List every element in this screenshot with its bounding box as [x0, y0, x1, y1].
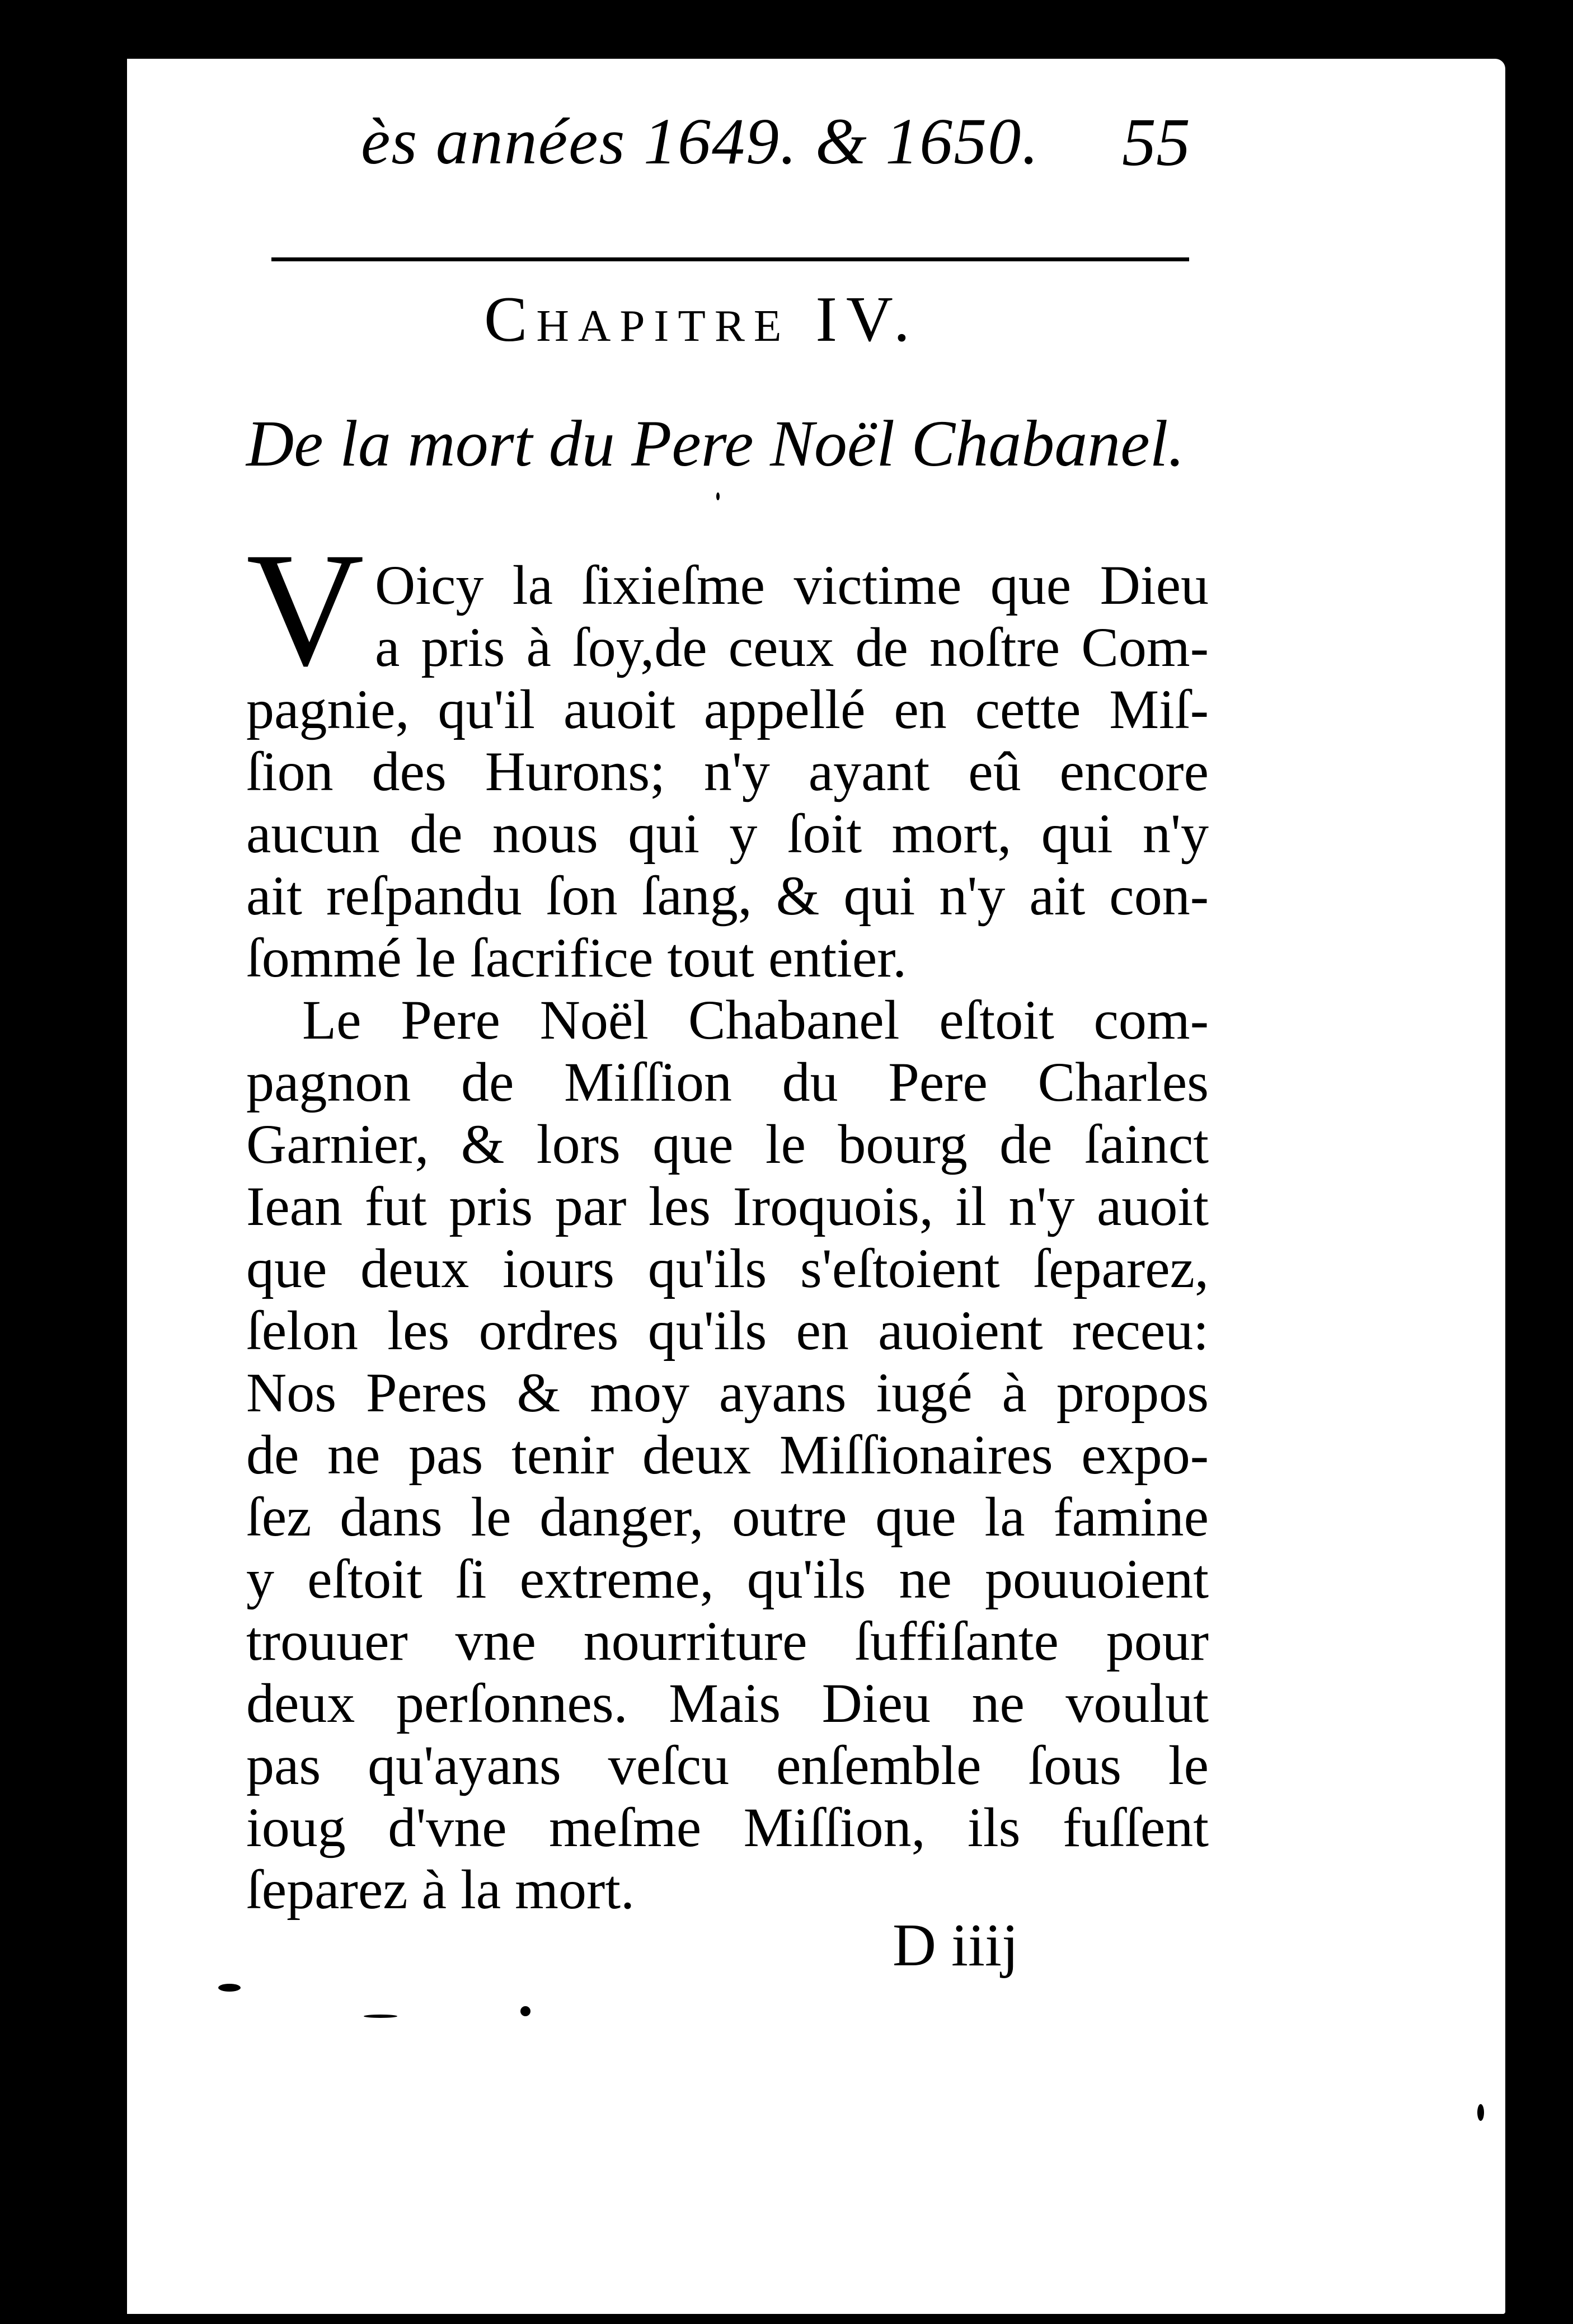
text-line: trouuer vne nourriture ſuffiſante pour: [246, 1610, 1209, 1672]
text-line: ioug d'vne meſme Miſſion, ils fuſſent: [246, 1796, 1209, 1858]
text-line: y eſtoit ſi extreme, qu'ils ne pouuoient: [246, 1548, 1209, 1610]
signature-mark: D iiij: [893, 1912, 1019, 1979]
text-line: deux perſonnes. Mais Dieu ne voulut: [246, 1672, 1209, 1734]
page-number: 55: [1122, 105, 1190, 180]
spine-edge: [115, 50, 127, 2324]
text-line: de ne pas tenir deux Miſſionaires expo-: [246, 1424, 1209, 1486]
scan-speck: [520, 2006, 530, 2016]
text-line: ſeparez à la mort.: [246, 1858, 635, 1921]
scan-speck: [716, 492, 720, 500]
text-line: a pris à ſoy,de ceux de noſtre Com-: [375, 616, 1209, 678]
text-line: Nos Peres & moy ayans iugé à propos: [246, 1361, 1209, 1424]
chapter-subtitle: De la mort du Pere Noël Chabanel.: [246, 407, 1185, 480]
scan-speck: [364, 2015, 397, 2018]
text-line: aucun de nous qui y ſoit mort, qui n'y: [246, 802, 1209, 865]
text-line: pagnon de Miſſion du Pere Charles: [246, 1051, 1209, 1113]
text-line: Iean fut pris par les Iroquois, il n'y auoit: [246, 1175, 1209, 1237]
drop-cap: V: [246, 519, 364, 700]
text-line: Garnier, & lors que le bourg de ſainct: [246, 1113, 1209, 1175]
chapter-heading: Chapitre IV.: [484, 284, 919, 355]
body-text: [246, 554, 1209, 1921]
text-line: ſez dans le danger, outre que la famine: [246, 1486, 1209, 1548]
scan-speck: [1477, 2104, 1484, 2121]
running-head: ès années 1649. & 1650.: [361, 105, 1040, 178]
text-line: Le Pere Noël Chabanel eſtoit com-: [302, 989, 1209, 1051]
text-line: ſelon les ordres qu'ils en auoient receu:: [246, 1299, 1209, 1361]
text-line: Oicy la ſixieſme victime que Dieu: [375, 554, 1209, 616]
scan-speck: [218, 1984, 241, 1992]
header-rule: [271, 257, 1189, 261]
text-line: que deux iours qu'ils s'eſtoient ſeparez,: [246, 1237, 1209, 1299]
text-line: ait reſpandu ſon ſang, & qui n'y ait con-: [246, 865, 1209, 927]
text-line: pas qu'ayans veſcu enſemble ſous le: [246, 1734, 1209, 1796]
text-line: pagnie, qu'il auoit appellé en cette Miſ-: [246, 678, 1209, 740]
text-line: ſommé le ſacrifice tout entier.: [246, 927, 907, 989]
text-line: ſion des Hurons; n'y ayant eû encore: [246, 740, 1209, 802]
